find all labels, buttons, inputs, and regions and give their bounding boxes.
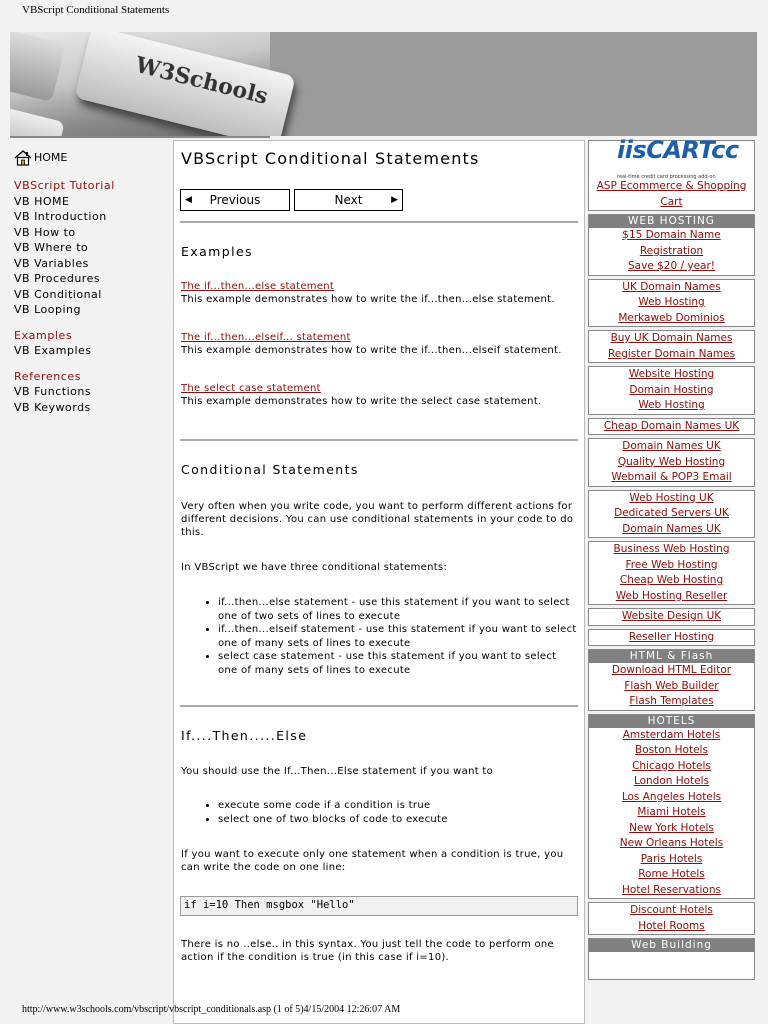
if-then-else-paragraph: There is no ..else.. in this syntax. You just tell the code to perform one action if the condition is true (in this case if i=10). (181, 939, 554, 963)
example-item (181, 331, 579, 357)
home-icon (14, 150, 32, 166)
ad-link[interactable]: Flash Templates (629, 695, 714, 707)
example-desc: This example demonstrates how to write the if...then...else statement. (181, 294, 555, 305)
ad-link[interactable]: Domain Names UK (622, 440, 721, 452)
page-header-title: VBScript Conditional Statements (22, 4, 170, 16)
ad-box-web-building (588, 938, 755, 980)
ad-link[interactable]: Register Domain Names (607, 347, 736, 360)
page-footer-url: http://www.w3schools.com/vbscript/vbscript_conditionals.asp (1 of 5)4/15/2004 12:26:07 AM (22, 1004, 401, 1015)
nav-link[interactable]: VB Keywords (14, 400, 91, 414)
site-banner[interactable] (10, 32, 757, 136)
ad-box-hosting (588, 366, 755, 415)
list-item: • execute some code if a condition is true (218, 799, 579, 813)
ad-box-hosting (588, 330, 755, 363)
ad-link[interactable]: Boston Hotels (635, 744, 708, 756)
examples-heading: Examples (181, 244, 253, 259)
ad-link[interactable]: Download HTML Editor (611, 664, 732, 676)
ad-link[interactable]: New Orleans Hotels (619, 837, 724, 849)
main-content (173, 140, 585, 1024)
example-desc: This example demonstrates how to write the if...then...elseif statement. (181, 345, 562, 356)
ad-link[interactable]: Website Design UK (621, 610, 722, 622)
example-item (181, 382, 579, 408)
html-flash-links (589, 663, 754, 710)
conditional-paragraph: In VBScript we have three conditional statements: (181, 562, 448, 573)
nav-section-title: References (14, 369, 82, 383)
next-button[interactable] (294, 189, 403, 211)
ad-box-hosting (588, 228, 755, 276)
list-item: • select case statement - use this statement if you want to select one of many sets of lines to execute (218, 650, 579, 677)
if-then-else-paragraph: If you want to execute only one statement when a condition is true, you can write the code on one line: (181, 849, 564, 873)
ad-box-hosting (588, 438, 755, 487)
left-navigation (14, 150, 164, 415)
ad-box-iiscart (588, 136, 755, 211)
home-label: HOME (34, 151, 68, 165)
ad-link[interactable]: Save $20 / year! (628, 260, 715, 272)
ad-link[interactable]: New York Hotels (629, 821, 714, 834)
nav-link[interactable]: VB How to (14, 225, 76, 239)
nav-link[interactable]: VB Looping (14, 303, 81, 316)
banner-underline (10, 136, 270, 138)
list-item: • select one of two blocks of code to execute (218, 813, 579, 827)
example-link[interactable]: The if...then...else statement (181, 281, 335, 292)
arrow-right-icon: ▶ (391, 195, 398, 205)
list-item: • if...then...elseif statement - use this statement if you want to select one of many sets of lines to execute (218, 623, 579, 650)
ad-link[interactable]: Miami Hotels (637, 806, 706, 818)
nav-sections (14, 178, 164, 415)
arrow-left-icon: ◀ (185, 195, 192, 205)
right-sidebar (588, 136, 755, 983)
ad-link[interactable]: Paris Hotels (640, 852, 703, 865)
ad-link[interactable]: ASP Ecommerce & Shopping Cart (596, 180, 747, 208)
list-item: • if...then...else statement - use this statement if you want to select one of two sets of lines to execute (218, 596, 579, 623)
divider (180, 221, 578, 223)
nav-link[interactable]: VB Conditional (14, 287, 102, 301)
code-example: if i=10 Then msgbox "Hello" (180, 896, 578, 916)
ad-link[interactable]: Buy UK Domain Names (610, 332, 733, 344)
nav-link[interactable]: VB Examples (14, 344, 92, 357)
discount-links (589, 903, 754, 934)
ad-link[interactable]: Website Hosting (628, 368, 715, 380)
ad-box-hosting (588, 418, 755, 436)
ad-link[interactable]: Web Hosting (638, 296, 705, 308)
nav-link[interactable]: VB Where to (14, 241, 89, 254)
ad-link[interactable]: $15 Domain Name Registration (622, 229, 721, 257)
ad-link[interactable]: Discount Hotels (630, 904, 713, 916)
example-item (181, 280, 579, 306)
banner-image (10, 32, 270, 136)
web-hosting-header: WEB HOSTING (589, 215, 754, 228)
banner-logo-text: W3Schools (132, 51, 271, 110)
ad-link[interactable]: Reseller Hosting (628, 630, 715, 643)
ad-link[interactable]: Domain Hosting (629, 383, 714, 396)
ad-link[interactable]: London Hotels (633, 775, 710, 787)
ad-link[interactable]: Web Hosting (638, 399, 705, 411)
ad-link[interactable]: Web Hosting UK (629, 491, 714, 504)
if-then-else-heading: If....Then.....Else (181, 728, 308, 743)
ad-link[interactable]: Dedicated Servers UK (614, 507, 729, 519)
ad-box-hosting (588, 490, 755, 539)
ad-link[interactable]: Amsterdam Hotels (622, 728, 721, 741)
ad-link[interactable]: Business Web Hosting (613, 543, 730, 555)
web-building-header: Web Building (589, 939, 754, 952)
page-title: VBScript Conditional Statements (181, 149, 480, 168)
nav-link[interactable]: VB Functions (14, 385, 92, 398)
ad-link[interactable]: Domain Names UK (622, 522, 721, 535)
home-link[interactable] (14, 150, 164, 166)
ad-link[interactable]: Web Hosting Reseller (615, 589, 728, 602)
next-label: Next (334, 193, 363, 207)
if-then-else-paragraph: You should use the If...Then...Else statement if you want to (181, 766, 494, 777)
ad-link[interactable]: Los Angeles Hotels (621, 790, 722, 803)
if-then-else-bullets (174, 799, 579, 826)
iiscart-logo-text: iisCARTcc (617, 136, 739, 164)
ad-box-discount (588, 902, 755, 935)
nav-link[interactable]: VB Introduction (14, 210, 107, 223)
ad-link[interactable]: Free Web Hosting (625, 558, 718, 571)
divider (180, 439, 578, 441)
ad-link[interactable]: Webmail & POP3 Email (611, 471, 732, 483)
conditional-heading: Conditional Statements (181, 462, 359, 477)
nav-section-title: Examples (14, 328, 73, 342)
ad-box-web-hosting (588, 214, 755, 228)
example-link[interactable]: The select case statement (181, 383, 321, 394)
hotels-header: HOTELS (589, 715, 754, 728)
ad-box-hosting (588, 608, 755, 626)
ad-box-html-flash (588, 649, 755, 711)
conditional-bullets (174, 596, 579, 677)
nav-link[interactable]: VB Variables (14, 256, 89, 270)
hosting-groups (588, 228, 755, 646)
keyboard-key-shape (10, 32, 66, 102)
ad-link[interactable]: Cheap Web Hosting (619, 574, 724, 586)
previous-label: Previous (209, 193, 261, 207)
ad-link[interactable]: Chicago Hotels (632, 759, 711, 772)
conditional-paragraph: Very often when you write code, you want to perform different actions for different decisions. You can use conditional statements in your code to do this. (181, 501, 574, 538)
previous-button[interactable] (180, 189, 290, 211)
ad-link[interactable]: UK Domain Names (622, 280, 721, 293)
html-flash-header: HTML & Flash (589, 650, 754, 663)
ad-link[interactable]: Hotel Reservations (622, 883, 721, 896)
iiscart-logo-sub: real-time credit card processing add-on (617, 174, 716, 180)
ad-box-hosting (588, 629, 755, 647)
iiscart-logo[interactable] (589, 136, 754, 180)
divider (180, 705, 578, 707)
example-desc: This example demonstrates how to write the select case statement. (181, 396, 542, 407)
ad-link[interactable]: Merkaweb Dominios (618, 311, 725, 324)
nav-link[interactable]: VB Procedures (14, 272, 101, 285)
keyboard-key-logo (74, 32, 296, 136)
ad-box-hosting (588, 279, 755, 328)
example-link[interactable]: The if...then...elseif... statement (181, 332, 351, 343)
ad-link[interactable]: Quality Web Hosting (617, 455, 726, 468)
ad-box-hosting (588, 541, 755, 605)
nav-section-title: VBScript Tutorial (14, 179, 115, 192)
ad-link[interactable]: Flash Web Builder (624, 679, 719, 692)
ad-link[interactable]: Rome Hotels (638, 868, 705, 880)
ad-link[interactable]: Cheap Domain Names UK (603, 419, 740, 432)
ad-box-hotels (588, 714, 755, 900)
ad-link[interactable]: Hotel Rooms (638, 919, 705, 932)
hotels-links (589, 728, 754, 899)
keyboard-key-shape (10, 103, 65, 136)
nav-link[interactable]: VB HOME (14, 194, 70, 208)
